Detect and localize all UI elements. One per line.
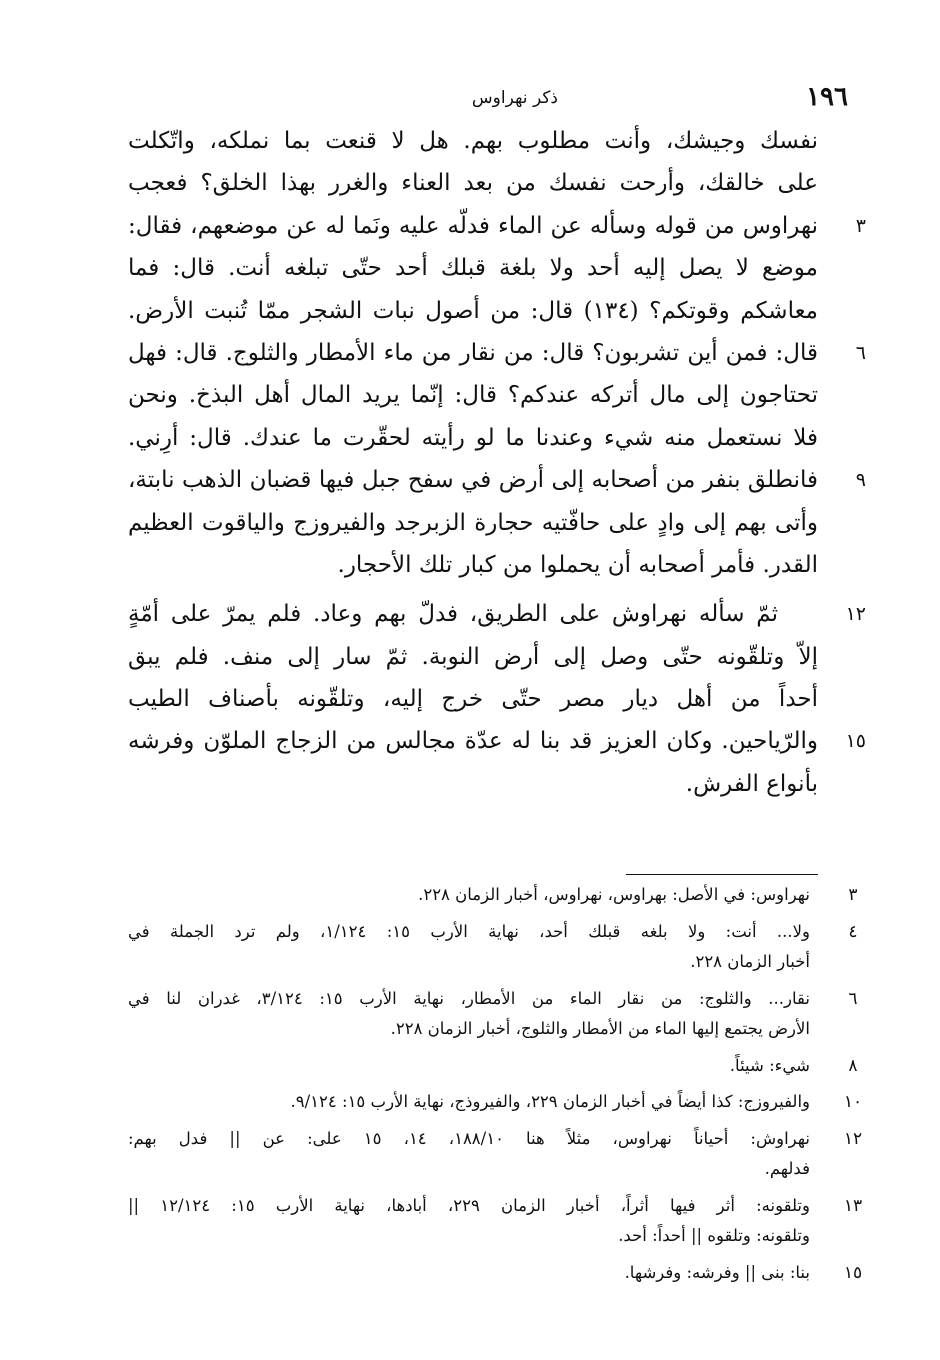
text-line (128, 417, 818, 459)
line-text: وأتى بهم إلى وادٍ على حافّتيه حجارة الزبرجد والفيروزج والياقوت العظيم (128, 509, 818, 536)
footnote-number: ٨ (848, 1055, 858, 1076)
line-number: ٩ (855, 469, 866, 492)
text-line (128, 374, 818, 416)
line-text: أحداً من أهل ديار مصر حتّى خرج إليه، وتلقّونه بأصناف الطيب (128, 686, 818, 713)
line-text: القدر. فأمر أصحابه أن يحملوا من كبار تلك الأحجار. (337, 551, 818, 578)
footnote-number: ٤ (848, 921, 858, 942)
footnote-line: الأرض يجتمع إليها الماء من الأمطار والثلوج، أخبار الزمان ٢٢٨. (390, 1019, 810, 1038)
text-line (128, 593, 866, 635)
footnote (128, 1124, 863, 1185)
footnote-number: ٦ (848, 988, 858, 1009)
text-line (128, 120, 818, 162)
footnote-line: نهراوش: أحياناً نهراوس، مثلاً هنا ١٨٨/١٠، ١٤، ١٥ على: عن || فدل بهم: (128, 1128, 810, 1148)
footnote-number: ١٢ (843, 1128, 863, 1149)
line-text: قال: فمن أين تشربون؟ قال: من نقار من ماء الأمطار والثلوج. قال: فهل (128, 339, 818, 366)
text-line (128, 290, 818, 332)
footnote-line: بنا: بنى || وفرشه: وفرشها. (624, 1262, 810, 1282)
line-number: ٦ (855, 341, 866, 364)
text-line (128, 205, 866, 247)
text-line (128, 502, 818, 544)
footnote (128, 917, 858, 978)
line-text: إلاّ وتلقّونه حتّى وصل إلى أرض النوبة. ثمّ سار إلى منف. فلم يبق (128, 643, 818, 670)
line-text: على خالقك، وأرحت نفسك من بعد العناء والغرر بهذا الخلق؟ فعجب (128, 170, 818, 197)
line-text: نهراوس من قوله وسأله عن الماء فدلّه عليه ونَما له عن موضعهم، فقال: (128, 212, 818, 239)
footnote-rule (626, 874, 818, 875)
running-head: ذكر نهراوس (471, 88, 558, 108)
footnote (128, 1051, 858, 1082)
footnote (128, 984, 858, 1045)
line-text: معاشكم وقوتكم؟ (١٣٤) قال: من أصول نبات الشجر ممّا تُنبت الأرض. (128, 297, 818, 324)
footnote-number: ٣ (848, 885, 858, 905)
footnote (128, 1087, 863, 1118)
line-text: بأنواع الفرش. (685, 770, 818, 797)
footnote-line: نقار... والثلوج: من نقار الماء من الأمطار، نهاية الأرب ١٥: ٣/١٢٤، غدران لنا في (128, 988, 810, 1008)
footnotes (128, 880, 863, 1294)
footnote-number: ١٣ (843, 1195, 863, 1216)
line-number: ٣ (855, 214, 866, 237)
page-number: ١٩٦ (806, 82, 848, 112)
footnote-line: شيء: شيئاً. (729, 1055, 810, 1075)
footnote (128, 880, 858, 911)
line-number: ١٢ (845, 603, 866, 626)
text-line (128, 332, 866, 374)
text-line (128, 678, 818, 720)
footnote-line: نهراوس: في الأصل: بهراوس، نهراوس، أخبار الزمان ٢٢٨. (418, 885, 810, 904)
line-number: ١٥ (845, 730, 866, 753)
footnote-line: ولا... أنت: ولا بلغه قبلك أحد، نهاية الأرب ١٥: ١/١٢٤، ولم ترد الجملة في (128, 921, 811, 941)
text-line (128, 636, 818, 678)
line-text: موضع لا يصل إليه أحد ولا بلغة قبلك أحد حتّى تبلغه أنت. قال: فما (128, 255, 818, 282)
main-text (128, 120, 866, 805)
line-text: نفسك وجيشك، وأنت مطلوب بهم. هل لا قنعت بما نملكه، واتّكلت (128, 128, 818, 154)
footnote-number: ١٠ (843, 1092, 863, 1112)
footnote-line: وتلقونه: وتلقوه || أحداً: أحد. (618, 1226, 810, 1245)
footnote-line: أخبار الزمان ٢٢٨. (690, 952, 810, 971)
line-text: ثمّ سأله نهراوش على الطريق، فدلّ بهم وعاد. فلم يمرّ على أمّةٍ (128, 601, 778, 628)
text-line (128, 162, 818, 204)
footnote-line: وتلقونه: أثر فيها أثراً، أخبار الزمان ٢٢٩، أبادها، نهاية الأرب ١٥: ١٢/١٢٤ || (128, 1195, 810, 1215)
text-line (128, 544, 818, 586)
text-line (128, 459, 866, 501)
footnote (128, 1191, 863, 1252)
footnote-number: ١٥ (843, 1262, 863, 1283)
line-text: والرّياحين. وكان العزيز قد بنا له عدّة مجالس من الزجاج الملوّن وفرشه (128, 728, 818, 755)
page-header (120, 80, 848, 114)
text-line (128, 247, 818, 289)
text-line (128, 720, 866, 762)
line-text: فانطلق بنفر من أصحابه إلى أرض في سفح جبل فيها قضبان الذهب نابتة، (128, 467, 818, 494)
line-text: تحتاجون إلى مال أتركه عندكم؟ قال: إنّما يريد المال أهل البذخ. ونحن (128, 382, 818, 409)
text-line (128, 763, 818, 805)
footnote-line: والفيروزج: كذا أيضاً في أخبار الزمان ٢٢٩، والفيروذج، نهاية الأرب ١٥: ٩/١٢٤. (290, 1092, 810, 1111)
footnote-line: فدلهم. (764, 1159, 810, 1178)
footnote (128, 1258, 863, 1289)
line-text: فلا نستعمل منه شيء وعندنا ما لو رأيته لحقّرت ما عندك. قال: أرِني. (128, 424, 818, 451)
